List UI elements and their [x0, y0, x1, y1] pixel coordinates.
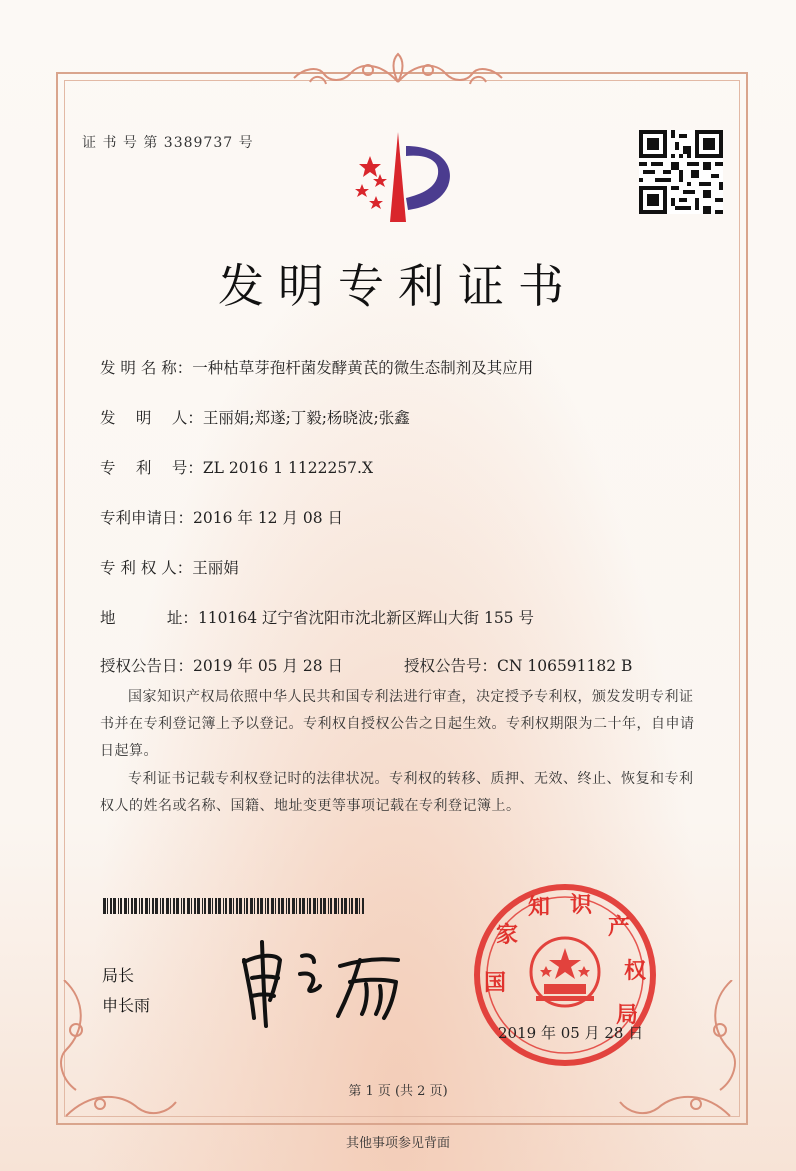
signatory-title: 局长	[102, 966, 135, 985]
seal-char: 产	[608, 914, 631, 940]
barcode-bar	[330, 898, 332, 914]
barcode-bar	[320, 898, 322, 914]
barcode-bar	[225, 898, 227, 914]
seal-char: 局	[616, 1002, 639, 1028]
barcode-bar	[134, 898, 137, 914]
field-invention-name	[100, 356, 533, 378]
barcode-bar	[338, 898, 339, 914]
page-title: 发明专利证书	[218, 259, 578, 313]
field-grant-date	[100, 654, 343, 676]
barcode-bar	[118, 898, 119, 914]
field-patentee	[100, 556, 239, 578]
barcode-bar	[362, 898, 364, 914]
signatory-name: 申长雨	[102, 996, 151, 1015]
barcode-bar	[328, 898, 329, 914]
barcode-bar	[254, 898, 255, 914]
field-patent-number	[100, 456, 373, 478]
barcode-bar	[229, 898, 232, 914]
barcode-bar	[355, 898, 358, 914]
barcode-bar	[239, 898, 242, 914]
barcode-bar	[149, 898, 150, 914]
barcode-bar	[170, 898, 171, 914]
barcode-bar	[208, 898, 211, 914]
barcode-bar	[313, 898, 316, 914]
field-label: 专 利 号：	[100, 459, 203, 477]
barcode-bar	[110, 898, 112, 914]
paragraph-legal-status: 专利证书记载专利权登记时的法律状况。专利权的转移、质押、无效、终止、恢复和专利权人的姓名或名称、国籍、地址变更等事项记载在专利登记簿上。	[100, 771, 694, 814]
barcode-bar	[250, 898, 253, 914]
barcode-bar	[107, 898, 108, 914]
barcode-bar	[139, 898, 140, 914]
barcode-bar	[176, 898, 179, 914]
barcode-bar	[246, 898, 248, 914]
field-label: 授权公告日：	[100, 657, 194, 675]
barcode-bar	[307, 898, 308, 914]
field-value: 王丽娟	[192, 559, 239, 577]
barcode-bar	[341, 898, 343, 914]
barcode-bar	[275, 898, 276, 914]
barcode-bar	[299, 898, 301, 914]
certificate-number: 证 书 号 第 3389737 号	[82, 135, 254, 151]
barcode-bar	[155, 898, 158, 914]
barcode-bar	[244, 898, 245, 914]
barcode-bar	[344, 898, 347, 914]
field-inventor	[100, 406, 410, 428]
barcode-bar	[359, 898, 360, 914]
field-value: ZL 2016 1 1122257.X	[202, 459, 374, 477]
barcode-bar	[257, 898, 259, 914]
barcode-bar	[351, 898, 353, 914]
footer-note: 其他事项参见背面	[345, 1136, 450, 1151]
field-label: 发 明 人：	[100, 409, 203, 427]
barcode-bar	[278, 898, 280, 914]
barcode-bar	[349, 898, 350, 914]
barcode-bar	[281, 898, 284, 914]
seal-char: 知	[528, 894, 551, 920]
barcode-bar	[236, 898, 238, 914]
field-label: 授权公告号：	[404, 657, 498, 675]
seal-char: 权	[624, 958, 647, 984]
seal-char: 国	[484, 970, 507, 996]
barcode-bar	[183, 898, 185, 914]
barcode-bar	[233, 898, 234, 914]
handwritten-signature	[230, 930, 410, 1030]
barcode-bar	[323, 898, 326, 914]
barcode-bar	[334, 898, 337, 914]
field-label: 发 明 名 称：	[100, 359, 193, 377]
field-label: 地 址：	[100, 609, 198, 627]
barcode-bar	[145, 898, 148, 914]
barcode-bar	[120, 898, 122, 914]
barcode-bar	[191, 898, 192, 914]
seal-date: 2019 年 05 月 28 日	[498, 1024, 644, 1042]
seal-char: 识	[570, 892, 593, 918]
barcode-bar	[194, 898, 196, 914]
barcode-bar	[124, 898, 127, 914]
barcode-bar	[173, 898, 175, 914]
barcode-bar	[162, 898, 164, 914]
field-grant-number	[404, 654, 632, 676]
field-value: CN 106591182 B	[497, 657, 633, 675]
barcode-bar	[131, 898, 133, 914]
barcode-bar	[141, 898, 143, 914]
cnipa-logo-icon	[340, 128, 458, 228]
field-value: 一种枯草芽孢杆菌发酵黄芪的微生态制剂及其应用	[192, 359, 534, 377]
field-value: 2019 年 05 月 28 日	[193, 657, 344, 675]
barcode-bar	[286, 898, 287, 914]
barcode-bar	[292, 898, 295, 914]
barcode-bar	[103, 898, 106, 914]
barcode-bar	[218, 898, 221, 914]
field-filing-date	[100, 506, 343, 528]
barcode-bar	[317, 898, 318, 914]
barcode-bar	[160, 898, 161, 914]
barcode-bar	[223, 898, 224, 914]
barcode-bar	[212, 898, 213, 914]
barcode-bar	[152, 898, 154, 914]
seal-char: 家	[496, 922, 519, 948]
barcode-bar	[302, 898, 305, 914]
barcode-bar	[309, 898, 311, 914]
field-address	[100, 606, 534, 628]
paragraph-grant: 国家知识产权局依照中华人民共和国专利法进行审查，决定授予专利权，颁发发明专利证书并在专利登记簿上予以登记。专利权自授权公告之日起生效。专利权期限为二十年，自申请日起算。	[100, 689, 695, 759]
barcode-bar	[260, 898, 263, 914]
page-number: 第 1 页 (共 2 页)	[348, 1084, 448, 1099]
top-ornament-icon	[280, 52, 516, 92]
barcode-bar	[202, 898, 203, 914]
barcode-bar	[128, 898, 129, 914]
barcode-bar	[204, 898, 206, 914]
qr-code-icon	[639, 130, 723, 214]
barcode-bar	[271, 898, 274, 914]
field-value: 2016 年 12 月 08 日	[193, 509, 344, 527]
field-value: 110164 辽宁省沈阳市沈北新区辉山大街 155 号	[197, 609, 534, 627]
barcode-bar	[166, 898, 169, 914]
barcode-icon	[103, 898, 365, 914]
field-label: 专利申请日：	[100, 509, 194, 527]
barcode-bar	[296, 898, 297, 914]
barcode-bar	[187, 898, 190, 914]
barcode-bar	[197, 898, 200, 914]
barcode-bar	[215, 898, 217, 914]
field-label: 专 利 权 人：	[100, 559, 193, 577]
barcode-bar	[267, 898, 269, 914]
barcode-bar	[265, 898, 266, 914]
barcode-bar	[288, 898, 290, 914]
field-value: 王丽娟;郑遂;丁毅;杨晓波;张鑫	[202, 409, 410, 427]
barcode-bar	[181, 898, 182, 914]
barcode-bar	[113, 898, 116, 914]
